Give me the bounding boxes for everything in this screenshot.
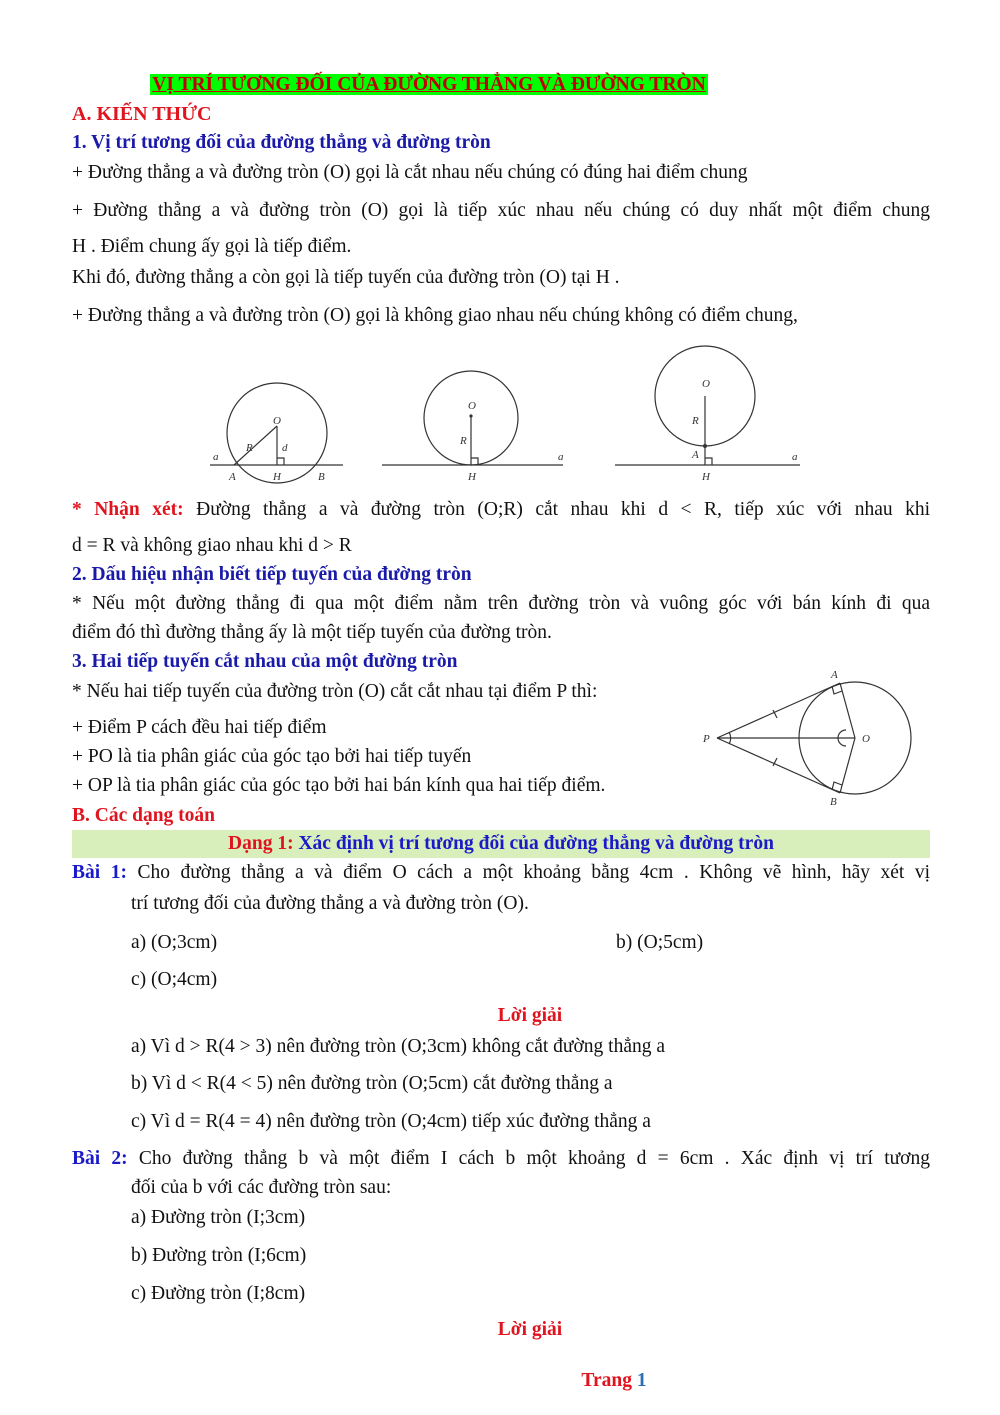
fig3-label-h: H — [702, 471, 710, 483]
bai2-option-a: a) Đường tròn (I;3cm) — [131, 1207, 306, 1228]
fig3-label-r: R — [692, 415, 699, 427]
paragraph-9: + OP là tia phân giác của góc tạo bởi hai bán kính qua hai tiếp điểm. — [72, 775, 606, 796]
paragraph-2b: H . Điểm chung ấy gọi là tiếp điểm. — [72, 236, 352, 257]
fig4-label-o: O — [862, 733, 870, 745]
figure-two-tangents — [695, 660, 925, 810]
solution-heading-1: Lời giải — [497, 1005, 563, 1026]
paragraph-2a: + Đường thẳng a và đường tròn (O) gọi là tiếp xúc nhau nếu chúng có duy nhất một điểm chung — [72, 200, 930, 221]
fig1-label-h: H — [273, 471, 281, 483]
bai1-option-c: c) (O;4cm) — [131, 969, 218, 990]
fig3-label-line-a: a — [792, 451, 798, 463]
fig1-label-r: R — [246, 442, 253, 454]
figure-tangent — [382, 371, 563, 465]
solution-1-c: c) Vì d = R(4 = 4) nên đường tròn (O;4cm) tiếp xúc đường thẳng a — [131, 1111, 651, 1132]
fig3-label-a: A — [692, 449, 699, 461]
fig1-label-a: a — [213, 451, 219, 463]
bai2-option-b: b) Đường tròn (I;6cm) — [131, 1245, 307, 1266]
paragraph-5a: * Nếu một đường thẳng đi qua một điểm nằm trên đường tròn và vuông góc với bán kính đi qua — [72, 593, 930, 614]
bai2-line-2: đối của b với các đường tròn sau: — [131, 1177, 392, 1198]
paragraph-8: + PO là tia phân giác của góc tạo bởi hai tiếp tuyến — [72, 746, 472, 767]
fig1-label-A: A — [229, 471, 236, 483]
solution-1-b: b) Vì d < R(4 < 5) nên đường tròn (O;5cm) cắt đường thẳng a — [131, 1073, 613, 1094]
paragraph-5b: điểm đó thì đường thẳng ấy là một tiếp tuyến của đường tròn. — [72, 622, 552, 643]
figure-secant — [210, 383, 343, 483]
paragraph-1: + Đường thẳng a và đường tròn (O) gọi là cắt nhau nếu chúng có đúng hai điểm chung — [72, 162, 748, 183]
fig4-label-a: A — [831, 669, 838, 681]
bai2-line-1: Bài 2: Cho đường thẳng b và một điểm I cách b một khoảng d = 6cm . Xác định vị trí tương — [72, 1148, 930, 1169]
fig4-label-b: B — [830, 796, 837, 808]
solution-1-a: a) Vì d > R(4 > 3) nên đường tròn (O;3cm) không cắt đường thẳng a — [131, 1036, 666, 1057]
paragraph-7: + Điểm P cách đều hai tiếp điểm — [72, 717, 327, 738]
bai1-line-2: trí tương đối của đường thẳng a và đường tròn (O). — [131, 893, 529, 914]
fig1-label-d: d — [282, 442, 288, 454]
fig2-label-r: R — [460, 435, 467, 447]
heading-3: 3. Hai tiếp tuyến cắt nhau của một đường tròn — [72, 651, 458, 672]
bai1-option-a: a) (O;3cm) — [131, 932, 218, 953]
bai2-option-c: c) Đường tròn (I;8cm) — [131, 1283, 306, 1304]
fig1-label-o: O — [273, 415, 281, 427]
fig3-point-a-dot — [703, 444, 707, 448]
fig3-label-o: O — [702, 378, 710, 390]
dang-1-banner: Dạng 1: Xác định vị trí tương đối của đường thẳng và đường tròn — [72, 830, 930, 858]
remark-line-2: d = R và không giao nhau khi d > R — [72, 535, 352, 556]
fig2-label-a: a — [558, 451, 564, 463]
solution-heading-2: Lời giải — [497, 1319, 563, 1340]
fig1-label-b: B — [318, 471, 325, 483]
remark-line-1: * Nhận xét: Đường thẳng a và đường tròn (O;R) cắt nhau khi d < R, tiếp xúc với nhau khi — [72, 499, 930, 520]
fig2-label-o: O — [468, 400, 476, 412]
heading-2: 2. Dấu hiệu nhận biết tiếp tuyến của đường tròn — [72, 564, 472, 585]
heading-1: 1. Vị trí tương đối của đường thẳng và đường tròn — [72, 132, 491, 153]
paragraph-6: * Nếu hai tiếp tuyến của đường tròn (O) cắt cắt nhau tại điểm P thì: — [72, 681, 598, 702]
section-a-heading: A. KIẾN THỨC — [72, 103, 212, 125]
bai1-option-b: b) (O;5cm) — [616, 932, 704, 953]
fig4-lines — [717, 682, 911, 794]
page-footer: Trang 1 — [581, 1370, 647, 1391]
fig2-center-dot — [469, 414, 472, 417]
fig2-label-h: H — [468, 471, 476, 483]
section-b-heading: B. Các dạng toán — [72, 805, 216, 826]
paragraph-3: Khi đó, đường thẳng a còn gọi là tiếp tuyến của đường tròn (O) tại H . — [72, 267, 620, 288]
page-title: VỊ TRÍ TƯƠNG ĐỐI CỦA ĐƯỜNG THẲNG VÀ ĐƯỜNG TRÒN — [152, 74, 706, 95]
bai1-line-1: Bài 1: Cho đường thẳng a và điểm O cách a một khoảng bằng 4cm . Không vẽ hình, hãy xét vị — [72, 862, 931, 883]
fig4-label-p: P — [703, 733, 710, 745]
figure-disjoint — [615, 346, 800, 465]
figure-three-positions — [195, 338, 810, 488]
paragraph-4: + Đường thẳng a và đường tròn (O) gọi là không giao nhau nếu chúng không có điểm chung, — [72, 305, 798, 326]
